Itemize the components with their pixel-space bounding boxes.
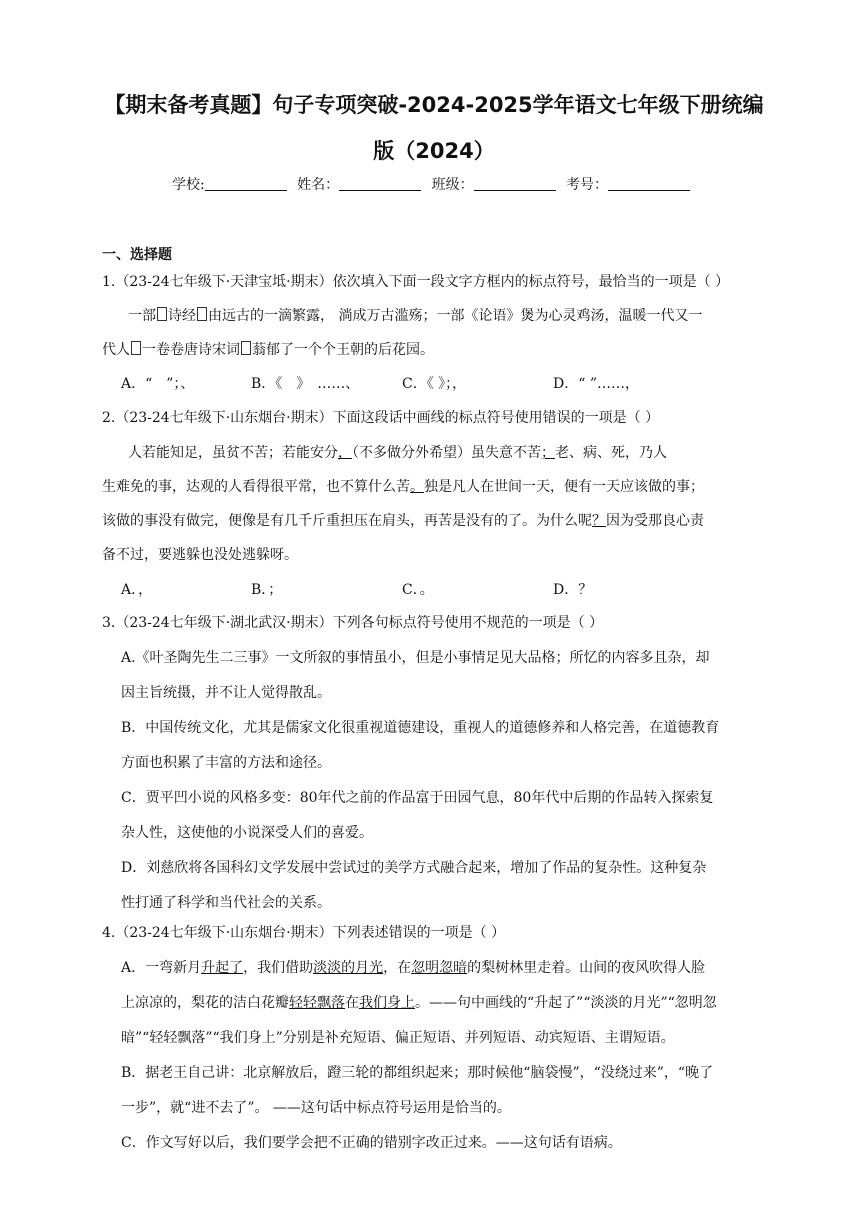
q2-stem: 2.（23-24七年级下·山东烟台·期末）下面这段话中画线的标点符号使用错误的一项是（ ） xyxy=(102,410,660,426)
q4-option-a-line3: 暗”“轻轻飘落”“我们身上”分别是补充短语、偏正短语、并列短语、动宾短语、主谓短语。 xyxy=(121,1030,675,1046)
q1-option-d[interactable]: D．“ ”……， xyxy=(553,376,639,392)
q3-option-a-line2: 因主旨统摄，并不让人觉得散乱。 xyxy=(121,685,331,701)
q3-option-a-line1[interactable]: A.《叶圣陶先生二三事》一文所叙的事情虽小，但是小事情足见大品格；所忆的内容多且杂，却 xyxy=(121,650,710,666)
school-blank[interactable] xyxy=(205,176,287,191)
student-info-fields xyxy=(0,174,868,194)
blank-box xyxy=(241,341,251,355)
q2-passage-line4: 备不过，要逃躲也没处逃躲呀。 xyxy=(102,547,298,563)
blank-box xyxy=(157,307,167,321)
q4-option-a-line1[interactable]: A．一弯新月升起了，我们借助淡淡的月光，在忽明忽暗的梨树林里走着。山间的夜风吹得人脸 xyxy=(121,960,706,976)
school-label: 学校: xyxy=(171,177,205,193)
q2-option-b[interactable]: B．； xyxy=(251,582,283,598)
q2-passage-line2: 生难免的事，达观的人看得很平常，也不算什么苦。独是凡人在世间一天，便有一天应该做的事； xyxy=(102,479,704,495)
q1-option-c[interactable]: C．《 》；， xyxy=(402,376,467,392)
q3-option-c-line1[interactable]: C．贾平凹小说的风格多变：80年代之前的作品富于田园气息，80年代中后期的作品转入探索复 xyxy=(121,790,714,806)
underlined-mark: 。 xyxy=(410,479,424,495)
exam-number-blank[interactable] xyxy=(608,176,690,191)
q2-option-d[interactable]: D．？ xyxy=(553,582,593,598)
q3-option-d-line1[interactable]: D．刘慈欣将各国科幻文学发展中尝试过的美学方式融合起来，增加了作品的复杂性。这种复杂 xyxy=(121,860,707,876)
q2-option-c[interactable]: C．。 xyxy=(402,582,434,598)
q3-option-d-line2: 性打通了科学和当代社会的关系。 xyxy=(121,895,331,911)
underlined-mark: ； xyxy=(541,445,555,461)
blank-box xyxy=(131,341,141,355)
q3-option-c-line2: 杂人性，这使他的小说深受人们的喜爱。 xyxy=(121,825,373,841)
document-title-line1: 【期末备考真题】句子专项突破-2024-2025学年语文七年级下册统编 xyxy=(104,93,764,117)
q4-option-b-line1[interactable]: B．据老王自己讲：北京解放后，蹬三轮的都组织起来；那时候他“脑袋慢”，“没绕过来”，“晚了 xyxy=(121,1065,714,1081)
q1-stem: 1.（23-24七年级下·天津宝坻·期末）依次填入下面一段文字方框内的标点符号，最恰当的一项是（ ） xyxy=(102,274,730,290)
q3-option-b-line1[interactable]: B．中国传统文化，尤其是儒家文化很重视道德建设，重视人的道德修养和人格完善，在道德教育 xyxy=(121,720,720,736)
q2-option-a[interactable]: A．， xyxy=(121,582,153,598)
q4-stem: 4.（23-24七年级下·山东烟台·期末）下列表述错误的一项是（ ） xyxy=(102,925,506,941)
exam-number-label: 考号： xyxy=(566,177,609,193)
q1-passage-line2: 代人 一卷卷唐诗宋词 蓊郁了一个个王朝的后花园。 xyxy=(102,342,434,358)
q4-option-b-line2: 一步”，就“进不去了”。 ——这句话中标点符号运用是恰当的。 xyxy=(121,1100,511,1116)
name-label: 姓名： xyxy=(297,177,340,193)
blank-box xyxy=(197,307,207,321)
underlined-mark: ， xyxy=(338,445,352,461)
q1-option-a[interactable]: A．“ ”；、 xyxy=(121,376,195,392)
q1-option-b[interactable]: B．《 》 ……、 xyxy=(251,376,360,392)
q3-stem: 3.（23-24七年级下·湖北武汉·期末）下列各句标点符号使用不规范的一项是（ ） xyxy=(102,615,604,631)
q3-option-b-line2: 方面也积累了丰富的方法和途径。 xyxy=(121,755,331,771)
class-blank[interactable] xyxy=(474,176,556,191)
q2-passage-line1: 人若能知足，虽贫不苦；若能安分，（不多做分外希望）虽失意不苦；老、病、死，乃人 xyxy=(128,445,667,461)
name-blank[interactable] xyxy=(339,176,421,191)
q1-passage-line1: 一部 诗经 由远古的一滴繁露， 淌成万古滥殇；一部《论语》煲为心灵鸡汤，温暖一代又一 xyxy=(128,308,703,324)
section-heading: 一、选择题 xyxy=(102,247,172,263)
class-label: 班级： xyxy=(431,177,474,193)
q4-option-a-line2: 上凉凉的，梨花的洁白花瓣轻轻飘落在我们身上。——句中画线的“升起了”“淡淡的月光”“忽明忽 xyxy=(121,995,717,1011)
underlined-mark: ？ xyxy=(592,513,606,529)
q2-passage-line3: 该做的事没有做完，便像是有几千斤重担压在肩头，再苦是没有的了。为什么呢？因为受那良心责 xyxy=(102,513,704,529)
q4-option-c-line1[interactable]: C．作文写好以后，我们要学会把不正确的错别字改正过来。——这句话有语病。 xyxy=(121,1135,622,1151)
document-title-line2: 版（2024） xyxy=(373,139,495,163)
